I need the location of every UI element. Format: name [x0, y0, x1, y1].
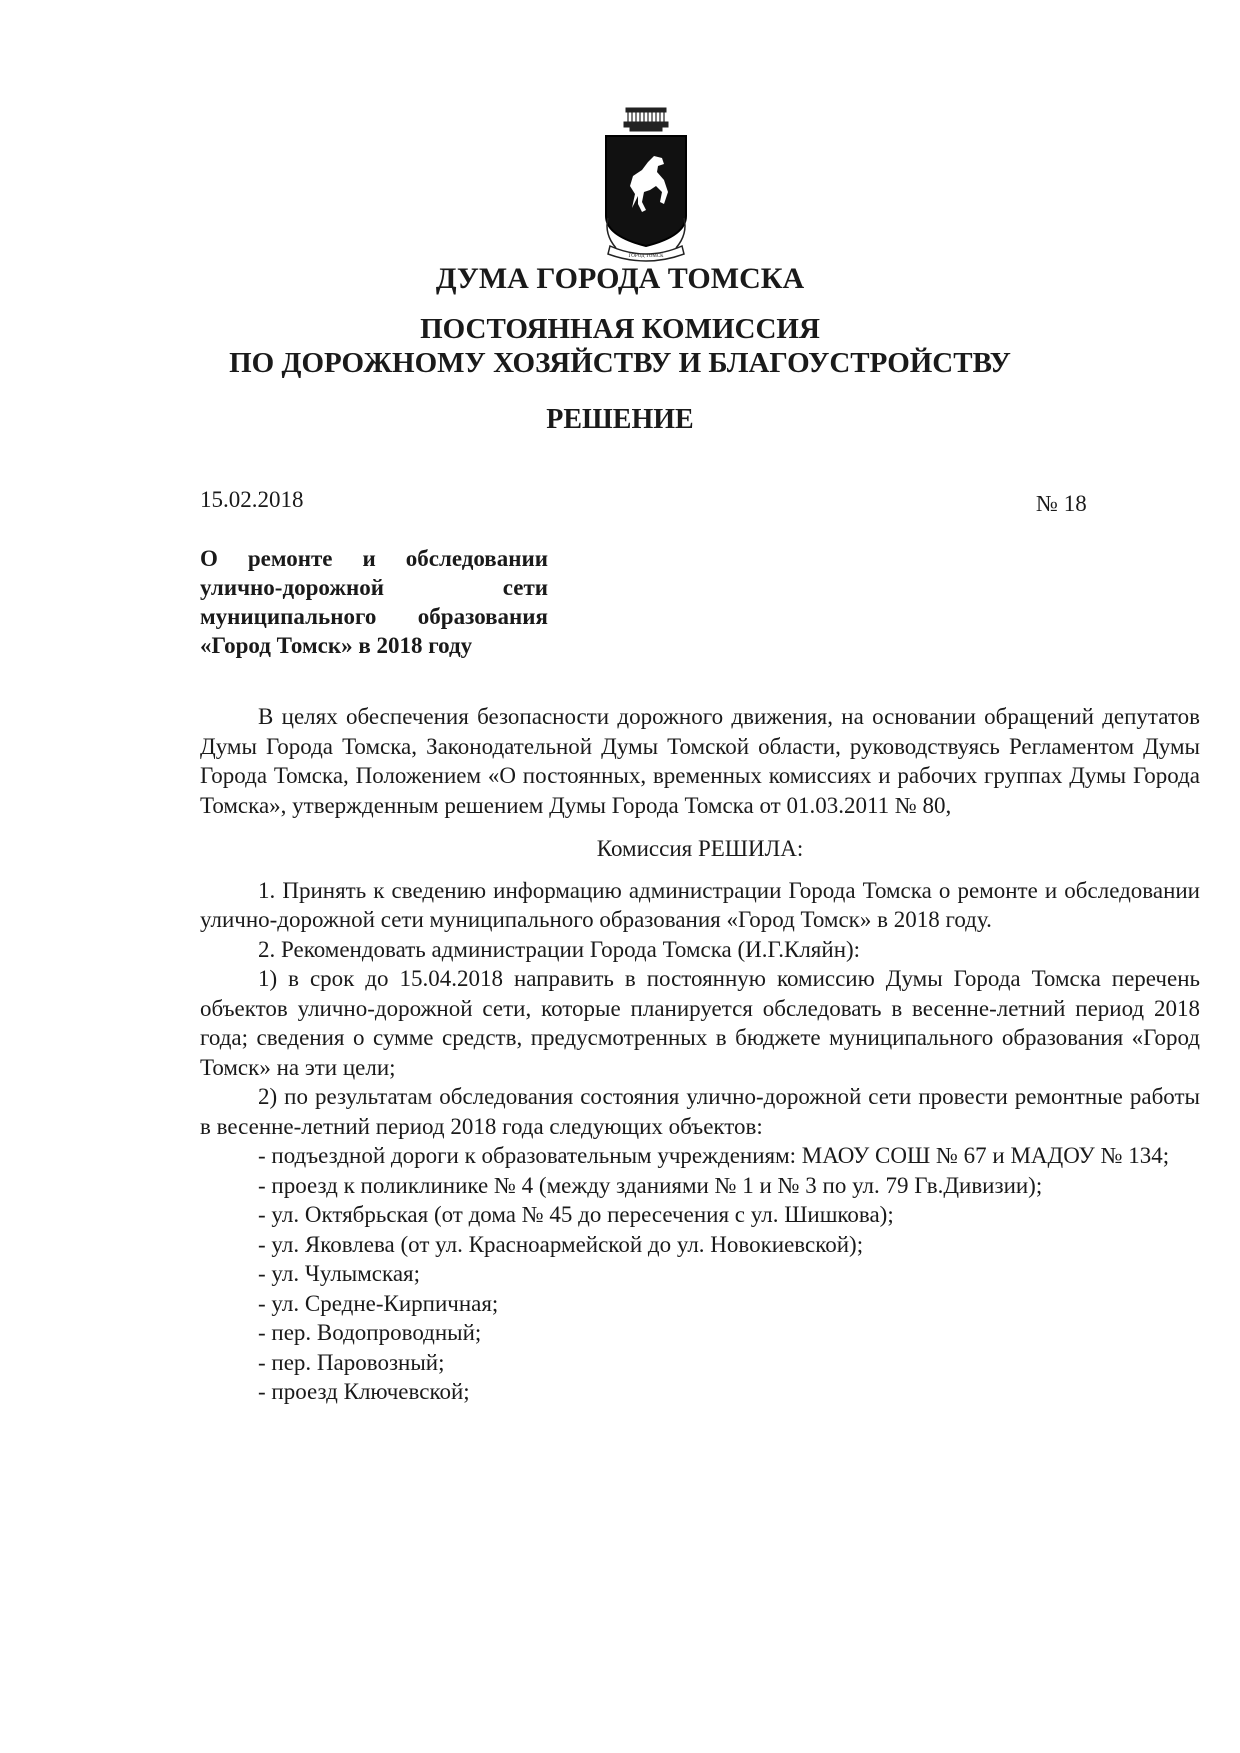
object-item: - пер. Паровозный; — [258, 1349, 445, 1375]
decision-subject — [200, 544, 548, 660]
object-item: - ул. Средне-Кирпичная; — [258, 1290, 499, 1316]
document-type: РЕШЕНИЕ — [546, 404, 694, 435]
subject-line: «Город Томск» в 2018 году — [200, 633, 473, 658]
commission-title-line2: ПО ДОРОЖНОМУ ХОЗЯЙСТВУ И БЛАГОУСТРОЙСТВУ — [229, 347, 1011, 379]
clause-2-2: 2) по результатам обследования состояния улично-дорожной сети провести ремонтные работы в весенне-летний период 2018 года следующих объектов: — [200, 1084, 1200, 1139]
commission-title-line1: ПОСТОЯННАЯ КОМИССИЯ — [420, 313, 820, 345]
tomsk-coat-of-arms-icon — [602, 106, 690, 262]
resolved-heading: Комиссия РЕШИЛА: — [596, 836, 804, 861]
object-item: - пер. Водопроводный; — [258, 1320, 482, 1345]
subject-line: муниципального образования — [200, 604, 548, 629]
object-item: - ул. Яковлева (от ул. Красноармейской до ул. Новокиевской); — [258, 1231, 864, 1257]
object-item: - подъездной дороги к образовательным учреждениям: МАОУ СОШ № 67 и МАДОУ № 134; — [258, 1143, 1170, 1168]
clause-2: 2. Рекомендовать администрации Города Томска (И.Г.Кляйн): — [258, 936, 861, 962]
coat-of-arms — [602, 106, 690, 262]
preamble: В целях обеспечения безопасности дорожного движения, на основании обращений депутатов Думы Города Томска, Законодательной Думы Томской области, руководствуясь Регламентом Думы Города Томска, Положением «О постоянных, временных комиссиях и рабочих группах Думы Города Томска», утвержденным решением Думы Города Томска от 01.03.2011 № 80, — [200, 704, 1200, 818]
object-item: - ул. Октябрьская (от дома № 45 до пересечения с ул. Шишкова); — [258, 1202, 894, 1227]
object-item: - проезд к поликлинике № 4 (между зданиями № 1 и № 3 по ул. 79 Гв.Дивизии); — [258, 1172, 1043, 1198]
duma-title: ДУМА ГОРОДА ТОМСКА — [435, 262, 805, 295]
clause-2-1: 1) в срок до 15.04.2018 направить в постоянную комиссию Думы Города Томска перечень объектов улично-дорожной сети, которые планируется обследовать в весенне-летний период 2018 года; сведения о сумме средств, предусмотренных в бюджете муниципального образования «Город Томск» на эти цели; — [200, 966, 1200, 1080]
decision-body — [200, 702, 1200, 1407]
clause-1: 1. Принять к сведению информацию администрации Города Томска о ремонте и обследовании улично-дорожной сети муниципального образования «Город Томск» в 2018 году. — [200, 877, 1200, 932]
object-item: - ул. Чулымская; — [258, 1261, 421, 1286]
decision-number: № 18 — [1036, 491, 1087, 516]
decision-date: 15.02.2018 — [200, 487, 304, 512]
subject-line: О ремонте и обследовании — [200, 546, 548, 571]
subject-line: улично-дорожной сети — [200, 575, 548, 600]
object-item: - проезд Ключевской; — [258, 1379, 470, 1404]
svg-text:ГОРОД ТОМСК: ГОРОД ТОМСК — [628, 254, 664, 259]
